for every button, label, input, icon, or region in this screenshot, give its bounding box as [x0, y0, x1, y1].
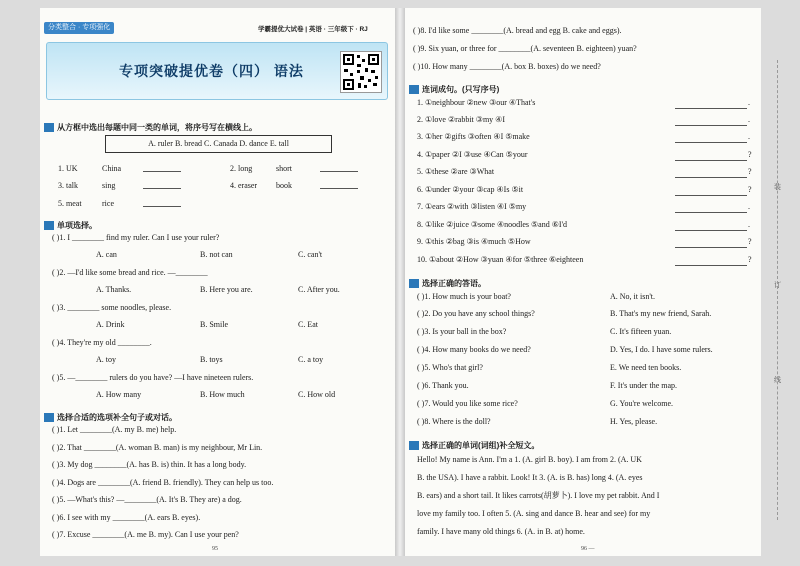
- s4-item: 8. ①like ②juice ③some ④noodles ⑤and ⑥I'd: [417, 220, 568, 229]
- s3-question-3: ( )3. My dog ________(A. has B. is) thin. It has a long body.: [52, 460, 247, 469]
- left-page: 分类整合 · 专项强化 学霸提优大试卷 | 英语 · 三年级下 · RJ 专项突破提优卷（四） 语法 从方框中选出每题中同一类的单词，将序号写在横线上。 A. ruler B. bread C. Canada D. dance E. tall 1. UK China 2. long short 3. talk sing 4. eraser book 5. meat rice 单项选择。 ( )1. I ________ find my ruler. Can I use your ruler? A. can B. not can C. can't ( )2. —I'd like some bread and rice. —________ A. Thanks. B. Here you are. C. After you. ( )3. ________ some noodles, please. A. Drink B. Smile C. Eat ( )4. They're my old ________. A. toy B. toys C. a toy ( )5. —________ rulers do you have? —I have nineteen rulers. A. How many B. How much C. How old 选择合适的选项补全句子或对话。 ( )1. Let ________(A. my B. me) help. ( )2. That ________(A. woman B. man) is my neighbour, Mr Lin. ( )3. My dog ________(A. has B. is) thin. It has a long body. ( )4. Dogs are ________(A. friend B. friendly). They can help us too. ( )5. —What's this? —________(A. It's B. They are) a dog. ( )6. I see with my ________(A. ears B. eyes). ( )7. Excuse ________(A. me B. my). Can I use your pen? 95: [40, 8, 395, 556]
- page-number: 95: [212, 546, 218, 552]
- option[interactable]: B. toys: [200, 355, 223, 364]
- title-banner: [46, 42, 388, 100]
- s4-item: 2. ①love ②rabbit ③my ④I: [417, 115, 506, 124]
- book-gutter: [395, 8, 405, 556]
- answer-line[interactable]: [675, 195, 747, 196]
- word-bank-box: A. ruler B. bread C. Canada D. dance E. tall: [105, 135, 332, 153]
- s4-item: 7. ①ears ②with ③listen ④I ⑤my: [417, 202, 527, 211]
- answer-line[interactable]: [675, 177, 747, 178]
- s5-answer: D. Yes, I do. I have some rulers.: [610, 345, 713, 354]
- passage-line: B. ears) and a short tail. It likes carrots(胡萝卜). I love my pet rabbit. And I: [417, 491, 660, 500]
- section-number-icon: [409, 85, 419, 94]
- section-number-icon: [44, 413, 54, 422]
- s3-question-5: ( )5. —What's this? —________(A. It's B. They are) a dog.: [52, 495, 242, 504]
- answer-line[interactable]: [675, 160, 747, 161]
- section-number-icon: [44, 123, 54, 132]
- qr-code-icon: [340, 51, 382, 93]
- option[interactable]: A. Thanks.: [96, 285, 132, 294]
- option[interactable]: A. How many: [96, 390, 142, 399]
- s5-question: ( )2. Do you have any school things?: [417, 309, 535, 318]
- s3-question-8: ( )8. I'd like some ________(A. bread and egg B. cake and eggs).: [413, 26, 622, 35]
- passage-line: Hello! My name is Ann. I'm a 1. (A. girl B. boy). I am from 2. (A. UK: [417, 455, 642, 464]
- s5-answer: G. You're welcome.: [610, 399, 673, 408]
- section-2-heading: 单项选择。: [44, 216, 97, 227]
- s5-question: ( )3. Is your ball in the box?: [417, 327, 507, 336]
- s2-question-1: ( )1. I ________ find my ruler. Can I use your ruler?: [52, 233, 220, 242]
- series-header: 学霸提优大试卷 | 英语 · 三年级下 · RJ: [258, 26, 368, 33]
- section-3-heading: 选择合适的选项补全句子或对话。: [44, 408, 177, 419]
- binding-line: [777, 60, 778, 520]
- s1-item-5: 5. meat: [58, 199, 82, 208]
- option[interactable]: B. not can: [200, 250, 233, 259]
- option[interactable]: A. can: [96, 250, 117, 259]
- answer-line[interactable]: [675, 247, 747, 248]
- s5-answer: F. It's under the map.: [610, 381, 678, 390]
- passage-line: B. the USA). I have a rabbit. Look! It 3. (A. is B. has) long 4. (A. eyes: [417, 473, 643, 482]
- section-4-heading: 连词成句。(只写序号): [409, 80, 499, 91]
- s5-answer: H. Yes, please.: [610, 417, 658, 426]
- category-tag: 分类整合 · 专项强化: [44, 22, 114, 34]
- right-page: ( )8. I'd like some ________(A. bread and egg B. cake and eggs). ( )9. Six yuan, or three for ________(A. seventeen B. eighteen) yuan? ( )10. How many ________(A. box B. boxes) do we need? 连词成句。(只写序号) 1. ①neighbour ②new ③our ④That's . 2. ①love ②rabbit ③my ④I . 3. ①her ②gifts ③often ④I ⑤make . 4. ①paper ②I ③use ④Can ⑤your ? 5. ①these ②are ③What ? 6. ①under ②your ③cap ④Is ⑤it ? 7. ①ears ②with ③listen ④I ⑤my . 8. ①like ②juice ③some ④noodles ⑤and ⑥I'd . 9. ①this ②bag ③is ④much ⑤How ? 10. ①about ②How ③yuan ④for ⑤three ⑥eighteen ? 选择正确的答语。 ( )1. How much is your boat? A. No, it isn't. ( )2. Do you have any school things? B. That's my new friend, Sarah. ( )3. Is your ball in the box? C. It's fifteen yuan. ( )4. How many books do we need? D. Yes, I do. I have some rulers. ( )5. Who's that girl? E. We need ten books. ( )6. Thank you. F. It's under the map. ( )7. Would you like some rice? G. You're welcome. ( )8. Where is the doll? H. Yes, please. 选择正确的单词(词组)补全短文。 Hello! My name is Ann. I'm a 1. (A. girl B. boy). I am from 2. (A. UK B. the USA). I have a rabbit. Look! It 3. (A. is B. has) long 4. (A. eyes B. ears) and a short tail. It likes carrots(胡萝卜). I love my pet rabbit. And I love my family too. I often 5. (A. sing and dance B. hear and see) for my family. I have many old things 6. (A. in B. at) home. 96 —: [405, 8, 761, 556]
- s5-question: ( )1. How much is your boat?: [417, 292, 511, 301]
- s3-question-4: ( )4. Dogs are ________(A. friend B. friendly). They can help us too.: [52, 478, 274, 487]
- s5-answer: B. That's my new friend, Sarah.: [610, 309, 712, 318]
- section-5-heading: 选择正确的答语。: [409, 274, 486, 285]
- s5-question: ( )7. Would you like some rice?: [417, 399, 518, 408]
- option[interactable]: B. How much: [200, 390, 245, 399]
- s4-item: 4. ①paper ②I ③use ④Can ⑤your: [417, 150, 528, 159]
- section-number-icon: [409, 279, 419, 288]
- answer-line[interactable]: [675, 265, 747, 266]
- s3-question-1: ( )1. Let ________(A. my B. me) help.: [52, 425, 177, 434]
- s5-answer: A. No, it isn't.: [610, 292, 655, 301]
- s5-question: ( )6. Thank you.: [417, 381, 469, 390]
- s2-question-3: ( )3. ________ some noodles, please.: [52, 303, 172, 312]
- passage-line: love my family too. I often 5. (A. sing and dance B. hear and see) for my: [417, 509, 651, 518]
- option[interactable]: A. Drink: [96, 320, 125, 329]
- s5-question: ( )5. Who's that girl?: [417, 363, 483, 372]
- binding-mark: 装: [774, 183, 781, 191]
- option[interactable]: B. Smile: [200, 320, 229, 329]
- s2-question-4: ( )4. They're my old ________.: [52, 338, 152, 347]
- s5-answer: C. It's fifteen yuan.: [610, 327, 672, 336]
- s2-question-2: ( )2. —I'd like some bread and rice. —________: [52, 268, 208, 277]
- section-number-icon: [44, 221, 54, 230]
- option[interactable]: A. toy: [96, 355, 116, 364]
- s3-question-10: ( )10. How many ________(A. box B. boxes) do we need?: [413, 62, 601, 71]
- s1-item-1: 1. UK: [58, 164, 78, 173]
- s1-item-2: 2. long: [230, 164, 253, 173]
- option[interactable]: C. How old: [298, 390, 336, 399]
- binding-mark: 订: [774, 281, 781, 289]
- section-6-heading: 选择正确的单词(词组)补全短文。: [409, 436, 539, 447]
- page-title: 专项突破提优卷（四） 语法: [119, 63, 304, 79]
- section-number-icon: [409, 441, 419, 450]
- s4-item: 6. ①under ②your ③cap ④Is ⑤it: [417, 185, 524, 194]
- passage-line: family. I have many old things 6. (A. in B. at) home.: [417, 527, 585, 536]
- s4-item: 3. ①her ②gifts ③often ④I ⑤make: [417, 132, 530, 141]
- s3-question-2: ( )2. That ________(A. woman B. man) is my neighbour, Mr Lin.: [52, 443, 263, 452]
- option[interactable]: C. can't: [298, 250, 323, 259]
- answer-line[interactable]: [675, 142, 747, 143]
- s1-item-4: 4. eraser: [230, 181, 258, 190]
- option[interactable]: C. After you.: [298, 285, 340, 294]
- s3-question-9: ( )9. Six yuan, or three for ________(A. seventeen B. eighteen) yuan?: [413, 44, 637, 53]
- s4-item: 5. ①these ②are ③What: [417, 167, 495, 176]
- s5-question: ( )4. How many books do we need?: [417, 345, 531, 354]
- page-number: 96 —: [581, 546, 595, 552]
- answer-line[interactable]: [675, 230, 747, 231]
- option[interactable]: B. Here you are.: [200, 285, 253, 294]
- answer-line[interactable]: [675, 125, 747, 126]
- s2-question-5: ( )5. —________ rulers do you have? —I have nineteen rulers.: [52, 373, 254, 382]
- binding-mark: 线: [774, 376, 781, 384]
- answer-line[interactable]: [675, 212, 747, 213]
- s4-item: 9. ①this ②bag ③is ④much ⑤How: [417, 237, 531, 246]
- answer-line[interactable]: [675, 108, 747, 109]
- s1-item-3: 3. talk: [58, 181, 78, 190]
- s5-question: ( )8. Where is the doll?: [417, 417, 491, 426]
- option[interactable]: C. a toy: [298, 355, 324, 364]
- s4-item: 10. ①about ②How ③yuan ④for ⑤three ⑥eighteen: [417, 255, 584, 264]
- option[interactable]: C. Eat: [298, 320, 318, 329]
- s5-answer: E. We need ten books.: [610, 363, 682, 372]
- s4-item: 1. ①neighbour ②new ③our ④That's: [417, 98, 536, 107]
- section-1-heading: 从方框中选出每题中同一类的单词，将序号写在横线上。: [44, 118, 257, 129]
- s3-question-6: ( )6. I see with my ________(A. ears B. eyes).: [52, 513, 201, 522]
- s3-question-7: ( )7. Excuse ________(A. me B. my). Can I use your pen?: [52, 530, 239, 539]
